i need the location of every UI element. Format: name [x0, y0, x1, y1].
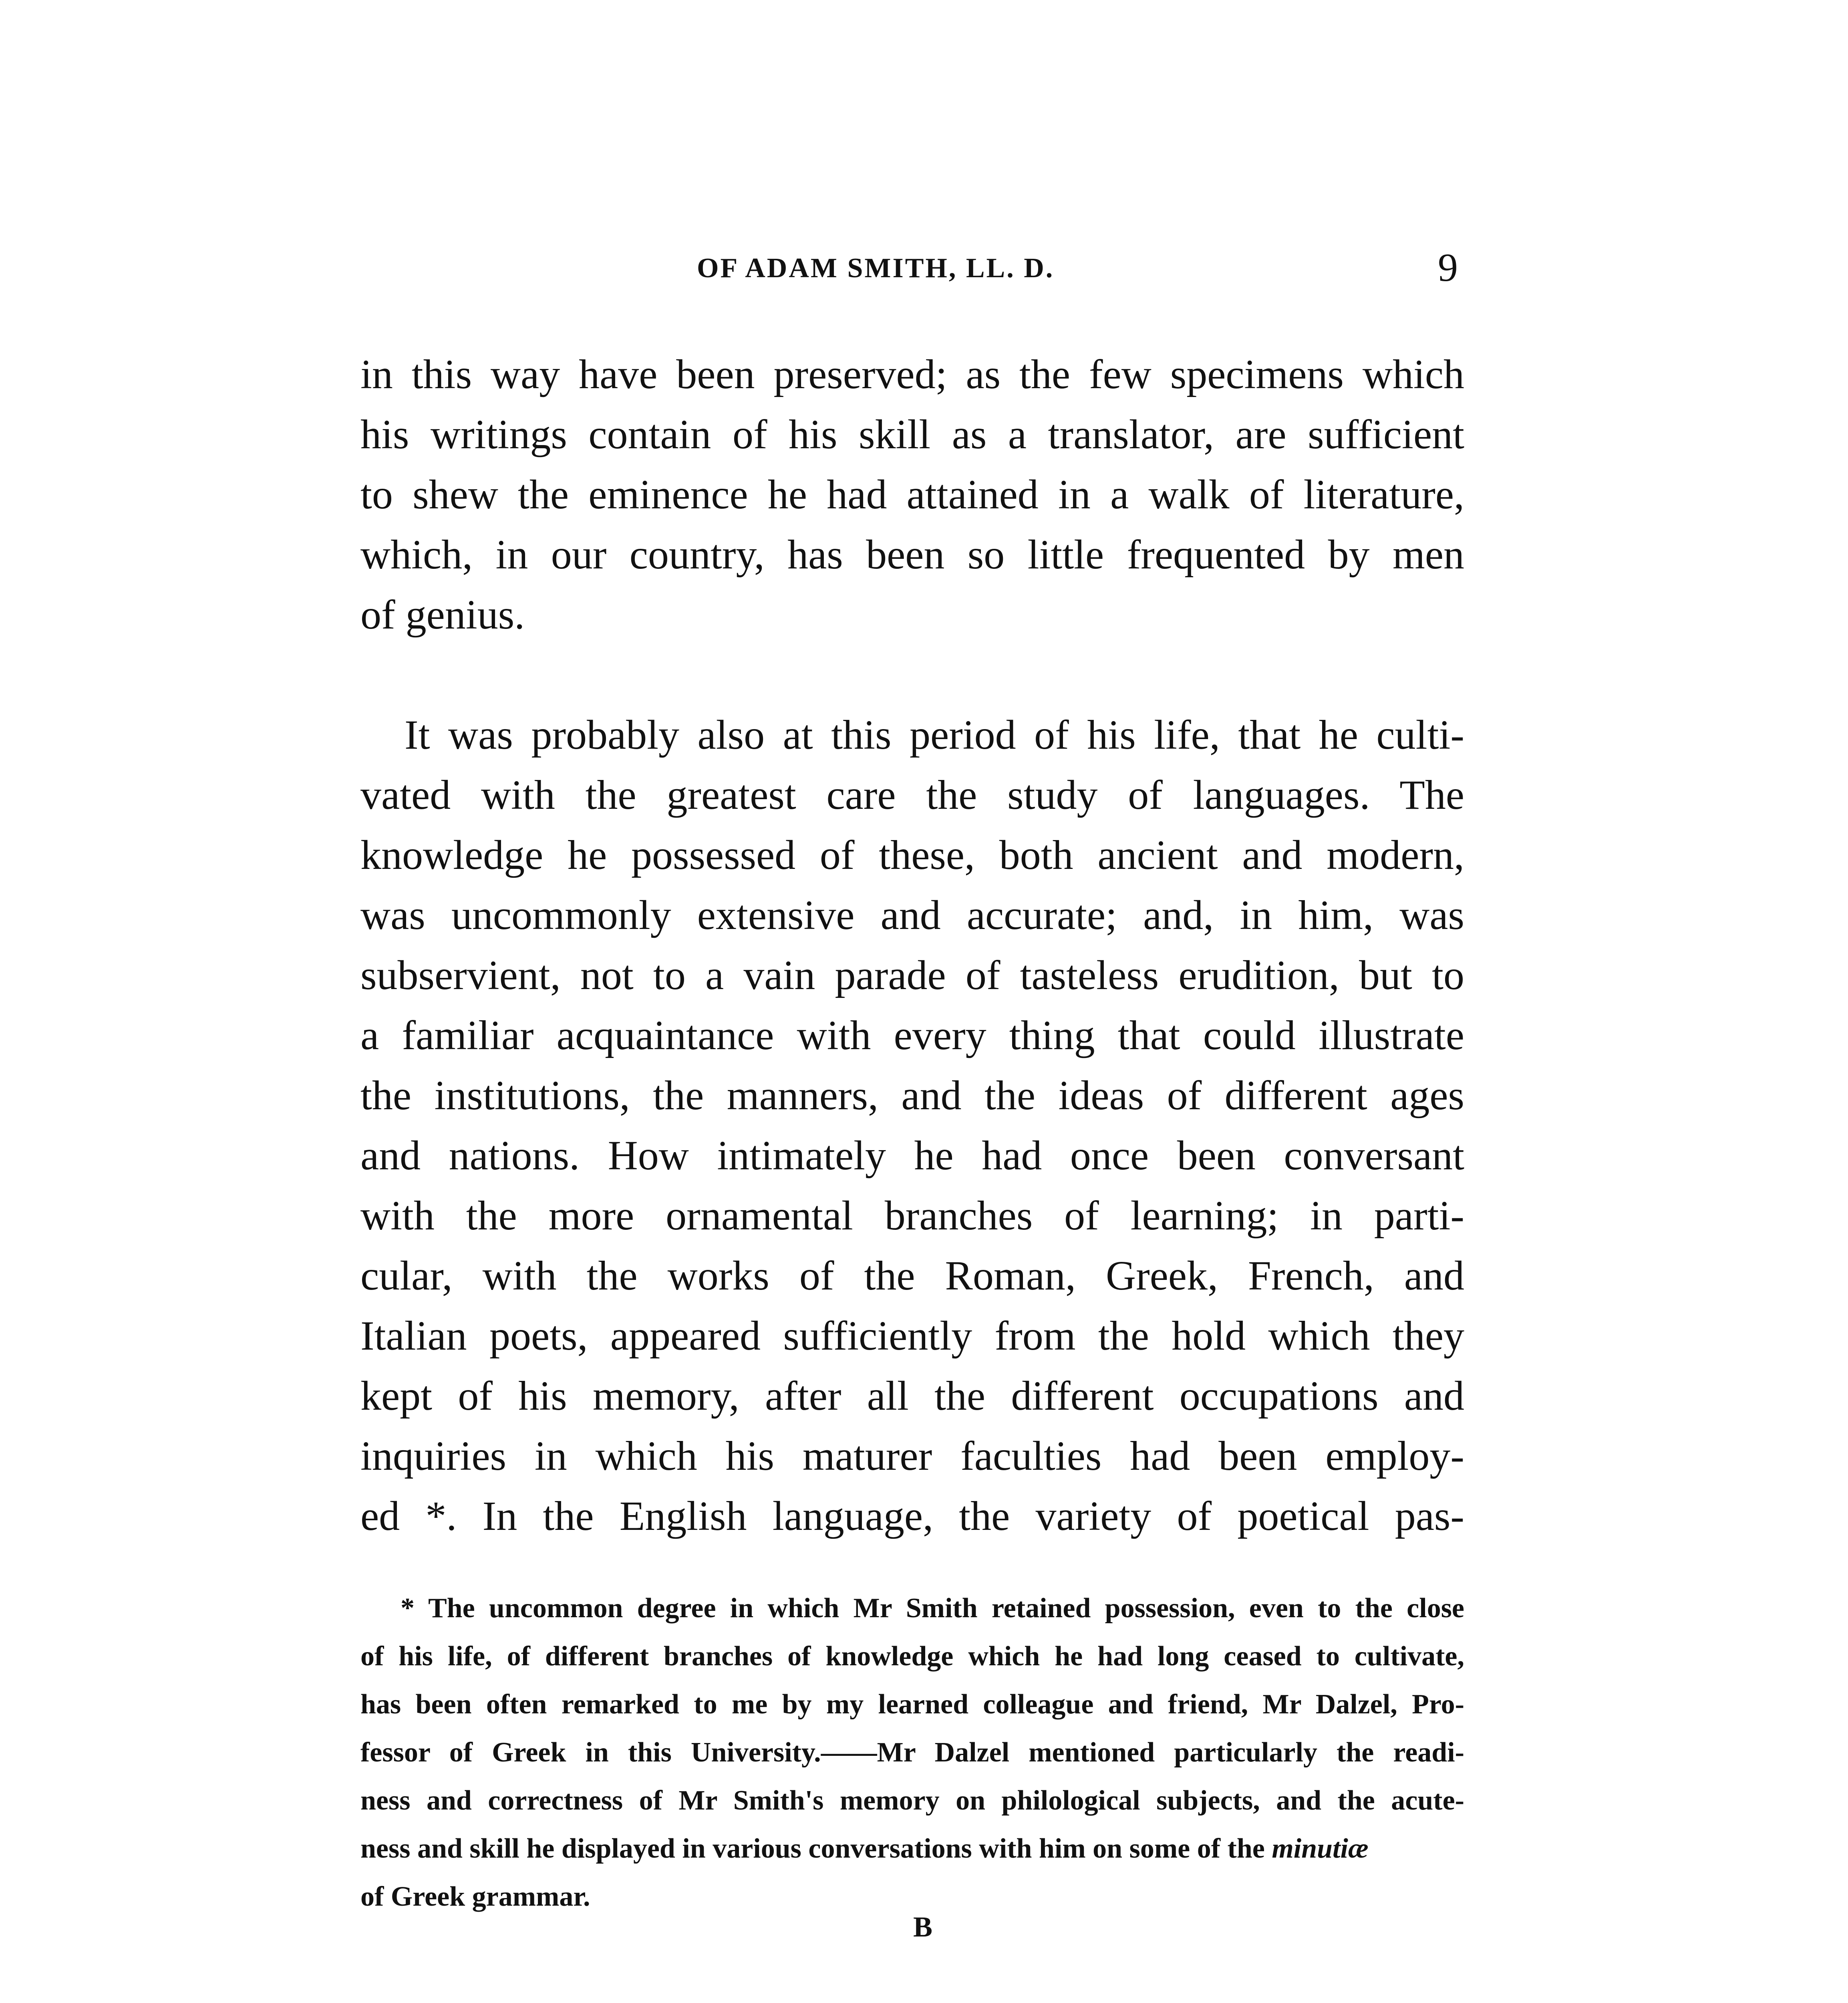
- text-line: his writings contain of his skill as a translator, are sufficient: [360, 411, 1464, 457]
- page-number: 9: [1438, 245, 1458, 290]
- text-line: of genius.: [360, 592, 525, 638]
- text-line: in this way have been preserved; as the few specimens which: [360, 351, 1464, 397]
- italic-term: minutiæ: [1272, 1833, 1369, 1864]
- text-line: subservient, not to a vain parade of tasteless erudition, but to: [360, 952, 1464, 998]
- text-line: which, in our country, has been so little frequented by men: [360, 532, 1464, 578]
- footnote-line: fessor of Greek in this University.——Mr Dalzel mentioned particularly the readi-: [360, 1737, 1464, 1768]
- text-line: a familiar acquaintance with every thing that could illustrate: [360, 1012, 1464, 1058]
- footnote-line: * The uncommon degree in which Mr Smith retained possession, even to the close: [401, 1593, 1464, 1624]
- footnote-line: [360, 1825, 1464, 1873]
- text-line: kept of his memory, after all the different occupations and: [360, 1373, 1464, 1419]
- text-line: was uncommonly extensive and accurate; and, in him, was: [360, 892, 1464, 938]
- footnote-text: ness and skill he displayed in various conversations with him on some of the: [360, 1833, 1265, 1864]
- footnote-line: of Greek grammar.: [360, 1881, 590, 1912]
- text-line: It was probably also at this period of his life, that he culti-: [405, 712, 1464, 758]
- footnote-line: ness and correctness of Mr Smith's memory on philological subjects, and the acute-: [360, 1785, 1464, 1816]
- text-line: Italian poets, appeared sufficiently from the hold which they: [360, 1313, 1464, 1359]
- footnote-line: has been often remarked to me by my learned colleague and friend, Mr Dalzel, Pro-: [360, 1689, 1464, 1720]
- text-line: vated with the greatest care the study of languages. The: [360, 772, 1464, 818]
- running-header: OF ADAM SMITH, LL. D.: [697, 253, 1055, 284]
- text-line: ed *. In the English language, the variety of poetical pas-: [360, 1493, 1464, 1539]
- text-line: to shew the eminence he had attained in a walk of literature,: [360, 472, 1464, 518]
- footnote-line: of his life, of different branches of knowledge which he had long ceased to cultivate,: [360, 1641, 1464, 1672]
- signature-mark: B: [913, 1911, 933, 1943]
- text-line: the institutions, the manners, and the ideas of different ages: [360, 1072, 1464, 1118]
- text-line: cular, with the works of the Roman, Greek, French, and: [360, 1253, 1464, 1299]
- text-line: with the more ornamental branches of learning; in parti-: [360, 1193, 1464, 1239]
- text-line: knowledge he possessed of these, both ancient and modern,: [360, 832, 1464, 878]
- text-line: inquiries in which his maturer faculties had been employ-: [360, 1433, 1464, 1479]
- text-line: and nations. How intimately he had once been conversant: [360, 1132, 1464, 1179]
